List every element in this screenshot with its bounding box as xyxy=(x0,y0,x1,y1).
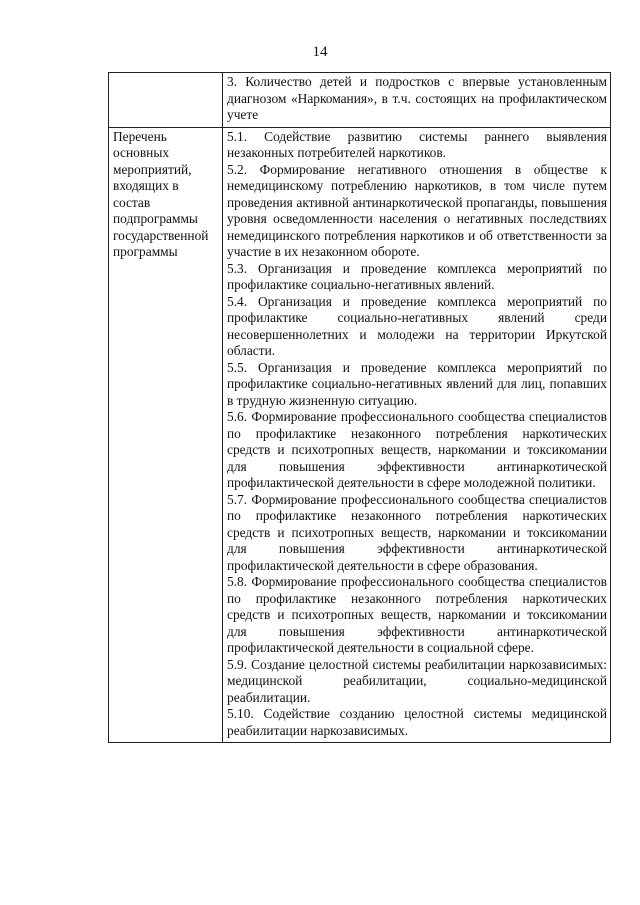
activity-item: 5.9. Создание целостной системы реабилитации наркозависимых: медицинской реабилитации, социально-медицинской реабилитации. xyxy=(227,656,607,705)
activity-item: 5.7. Формирование профессионального сообщества специалистов по профилактике незаконного потребления наркотических средств и психотропных веществ, наркомании и токсикомании для повышения эффективности антинаркотической профилактической деятельности в сфере образования. xyxy=(227,491,607,573)
activity-item: 5.2. Формирование негативного отношения в обществе к немедицинскому потреблению наркотиков, в том числе путем проведения активной антинаркотической пропаганды, повышения уровня осведомленности населения о негативных последствиях немедицинского потребления наркотиков и об ответственности за участие в их незаконном обороте. xyxy=(227,161,607,259)
table-row xyxy=(109,73,611,128)
program-table xyxy=(108,72,611,743)
activity-item: 5.1. Содействие развитию системы раннего выявления незаконных потребителей наркотиков. xyxy=(227,128,607,160)
row-content-cell xyxy=(223,73,611,128)
table-row xyxy=(109,127,611,743)
activity-item: 5.4. Организация и проведение комплекса мероприятий по профилактике социально-негативных явлений среди несовершеннолетних и молодежи на территории Иркутской области. xyxy=(227,293,607,358)
activity-item: 5.5. Организация и проведение комплекса мероприятий по профилактике социально-негативных явлений для лиц, попавших в трудную жизненную ситуацию. xyxy=(227,359,607,408)
row-label-cell: Перечень основных мероприятий, входящих в состав подпрограммы государственной программы xyxy=(109,127,223,743)
row-label-cell xyxy=(109,73,223,128)
page-number: 14 xyxy=(312,44,328,60)
activity-item: 5.10. Содействие созданию целостной системы медицинской реабилитации наркозависимых. xyxy=(227,706,607,738)
indicator-item: 3. Количество детей и подростков с впервые установленным диагнозом «Наркомания», в т.ч. состоящих на профилактическом учете xyxy=(227,74,607,122)
activity-item: 5.8. Формирование профессионального сообщества специалистов по профилактике незаконного потребления наркотических средств и психотропных веществ, наркомании и токсикомании для повышения эффективности антинаркотической профилактической деятельности в социальной сфере. xyxy=(227,574,607,655)
row-content-cell xyxy=(223,127,611,743)
activity-item: 5.3. Организация и проведение комплекса мероприятий по профилактике социально-негативных явлений. xyxy=(227,260,607,292)
activity-item: 5.6. Формирование профессионального сообщества специалистов по профилактике незаконного потребления наркотических средств и психотропных веществ, наркомании и токсикомании для повышения эффективности антинаркотической профилактической деятельности в сфере молодежной политики. xyxy=(227,409,607,490)
